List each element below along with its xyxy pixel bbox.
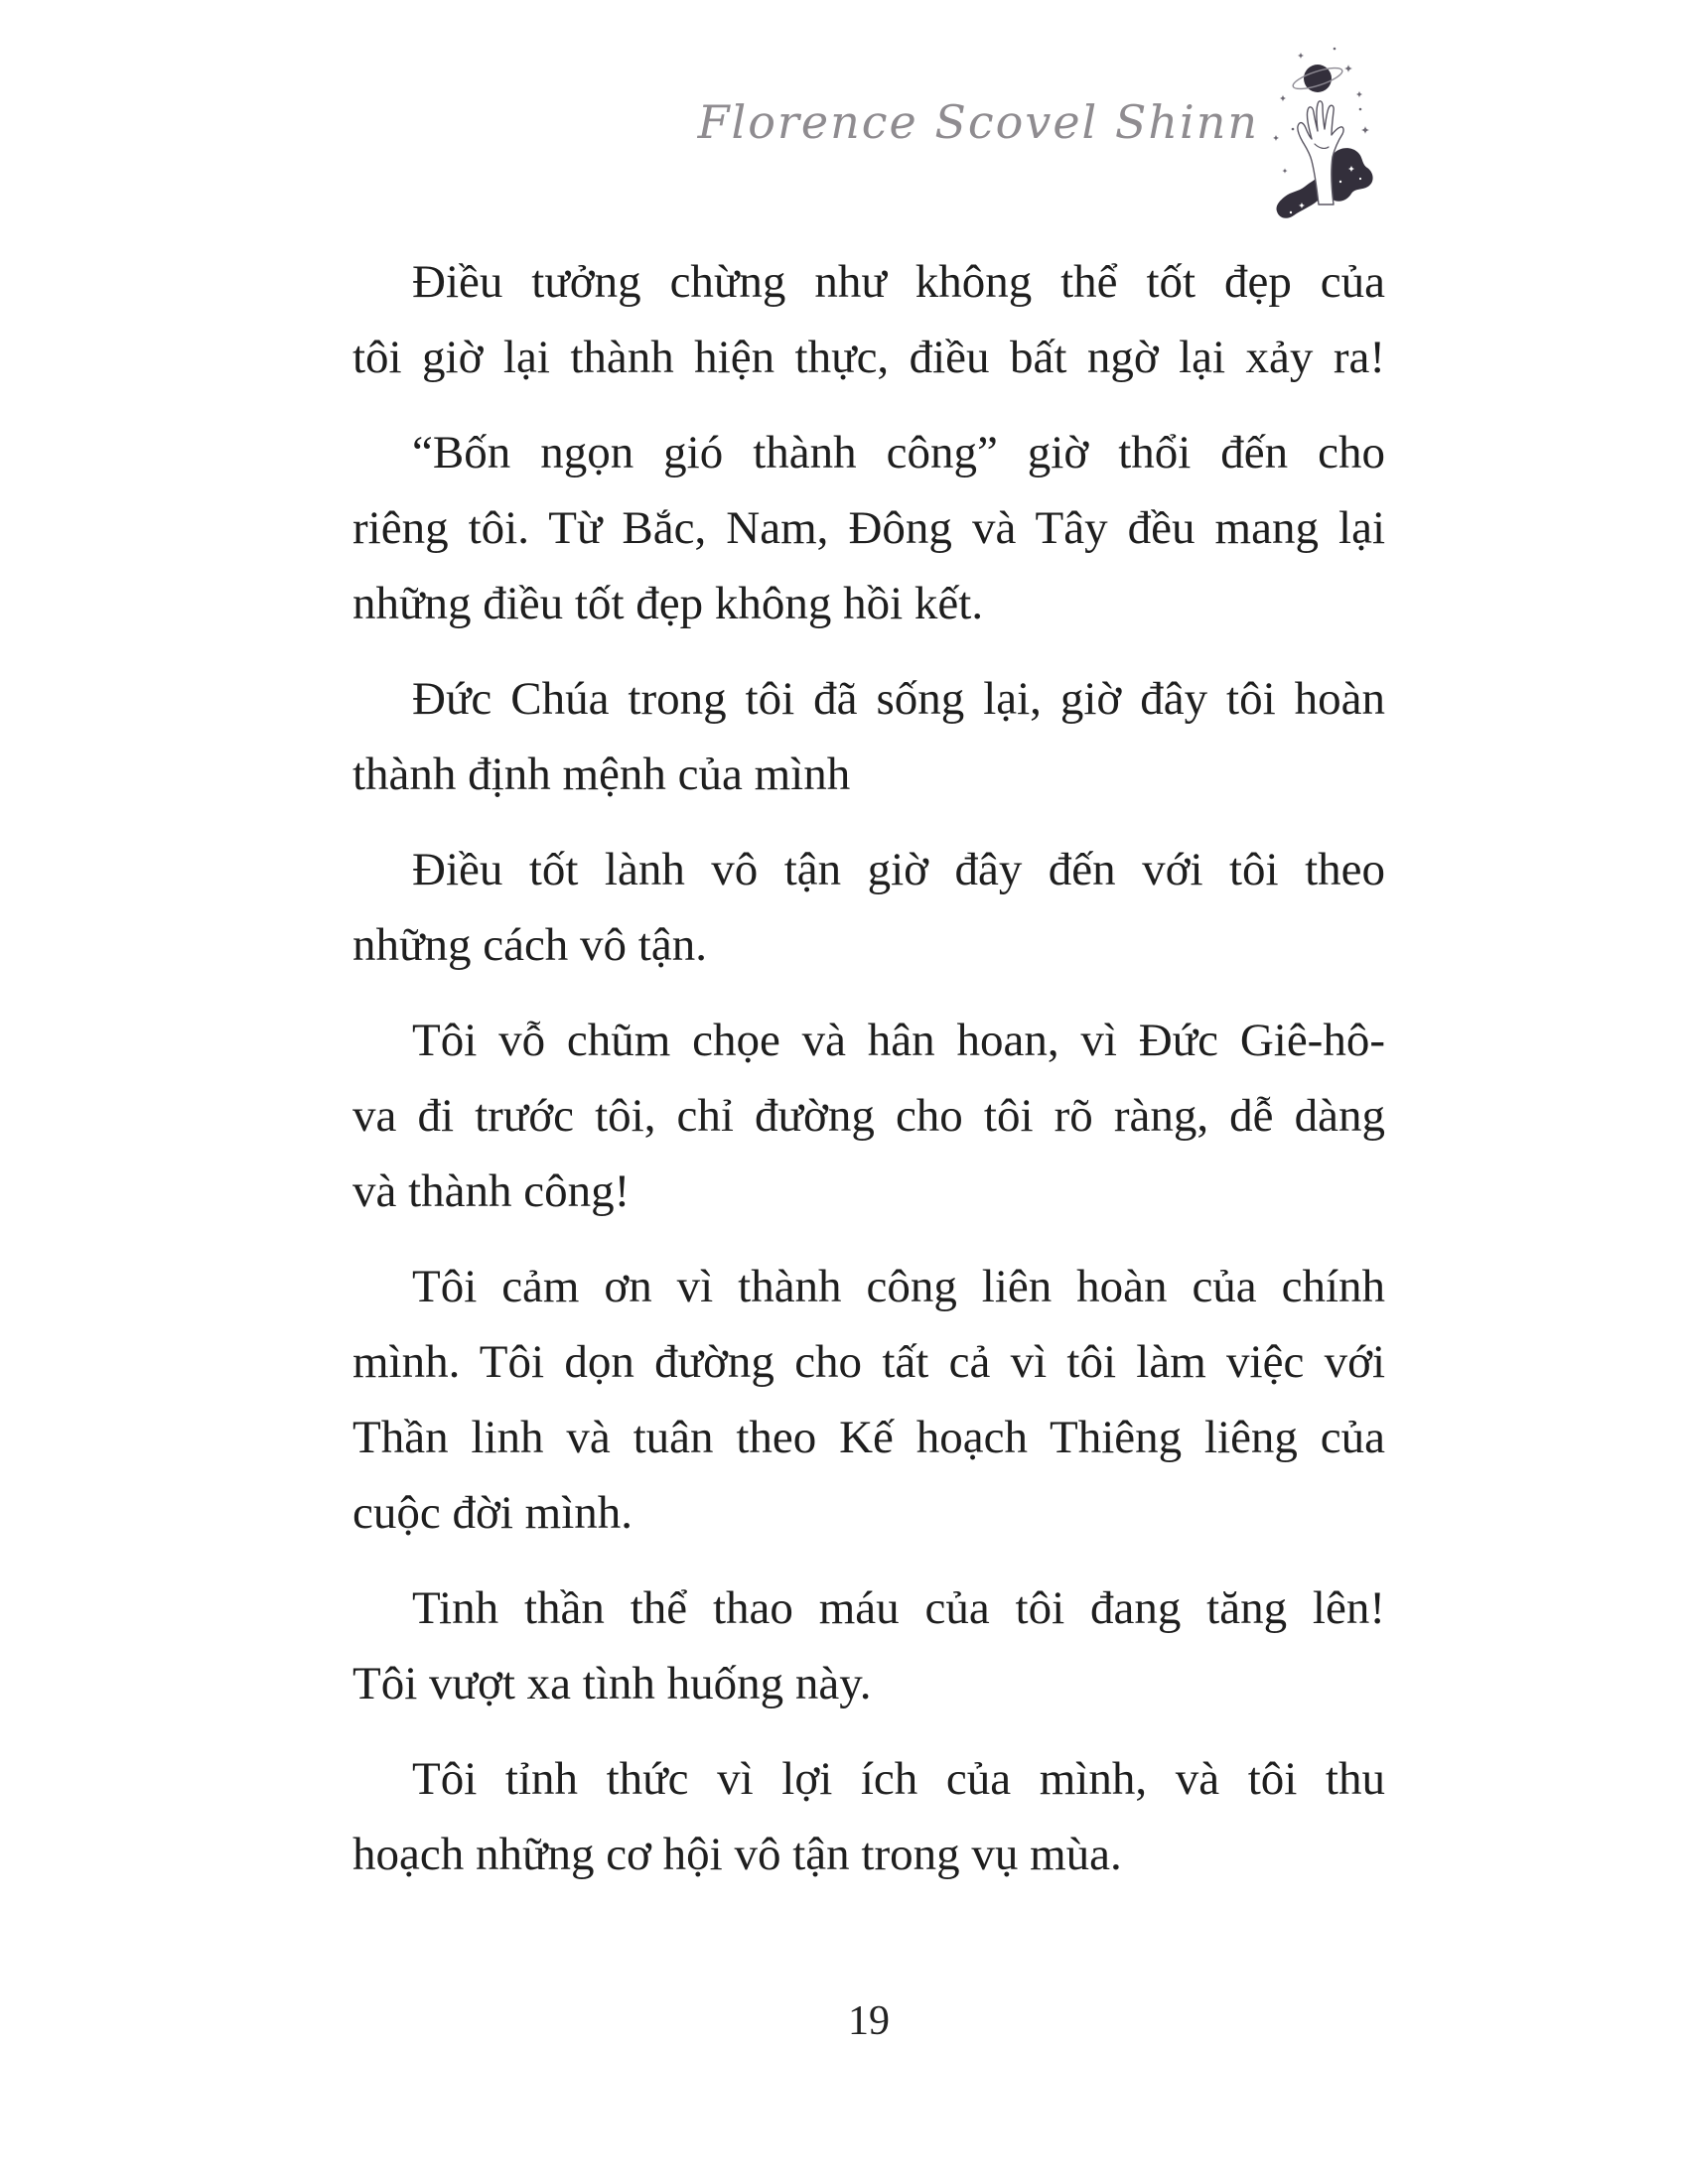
text-line: Thần linh và tuân theo Kế hoạch Thiêng liêng của — [352, 1412, 1385, 1463]
paragraph — [352, 1741, 1385, 1892]
text-line: Tinh thần thể thao máu của tôi đang tăng lên! — [412, 1582, 1385, 1634]
text-line: những điều tốt đẹp không hồi kết. — [352, 578, 984, 629]
paragraph — [352, 1570, 1385, 1721]
paragraph — [352, 832, 1385, 983]
paragraph — [352, 415, 1385, 641]
text-line: Tôi tỉnh thức vì lợi ích của mình, và tôi thu — [412, 1753, 1385, 1805]
text-line: những cách vô tận. — [352, 919, 707, 971]
text-line: mình. Tôi dọn đường cho tất cả vì tôi làm việc với — [352, 1336, 1385, 1388]
celestial-hand-illustration — [1273, 44, 1394, 228]
text-line: Điều tốt lành vô tận giờ đây đến với tôi theo — [412, 844, 1385, 895]
saturn-planet-icon — [1291, 64, 1344, 92]
text-line: Đức Chúa trong tôi đã sống lại, giờ đây tôi hoàn — [412, 673, 1385, 725]
paragraph — [352, 1249, 1385, 1551]
text-line: Tôi vượt xa tình huống này. — [352, 1658, 872, 1709]
text-line: Điều tưởng chừng như không thể tốt đẹp của — [412, 256, 1385, 308]
text-line: “Bốn ngọn gió thành công” giờ thổi đến cho — [412, 427, 1385, 478]
text-line: tôi giờ lại thành hiện thực, điều bất ngờ lại xảy ra! — [352, 332, 1385, 383]
text-line: hoạch những cơ hội vô tận trong vụ mùa. — [352, 1829, 1122, 1880]
text-line: riêng tôi. Từ Bắc, Nam, Đông và Tây đều mang lại — [352, 502, 1385, 554]
author-header: Florence Scovel Shinn — [697, 95, 1259, 149]
text-line: Tôi vỗ chũm chọe và hân hoan, vì Đức Giê-hô- — [412, 1015, 1385, 1066]
paragraph — [352, 661, 1385, 812]
text-line: cuộc đời mình. — [352, 1487, 633, 1539]
text-line: và thành công! — [352, 1165, 631, 1217]
paragraph — [352, 244, 1385, 395]
text-line: thành định mệnh của mình — [352, 749, 851, 800]
page-number: 19 — [848, 1998, 890, 2044]
paragraph — [352, 1003, 1385, 1229]
page-body — [352, 244, 1385, 1912]
text-line: Tôi cảm ơn vì thành công liên hoàn của chính — [412, 1261, 1385, 1312]
text-line: va đi trước tôi, chỉ đường cho tôi rõ ràng, dễ dàng — [352, 1090, 1385, 1142]
